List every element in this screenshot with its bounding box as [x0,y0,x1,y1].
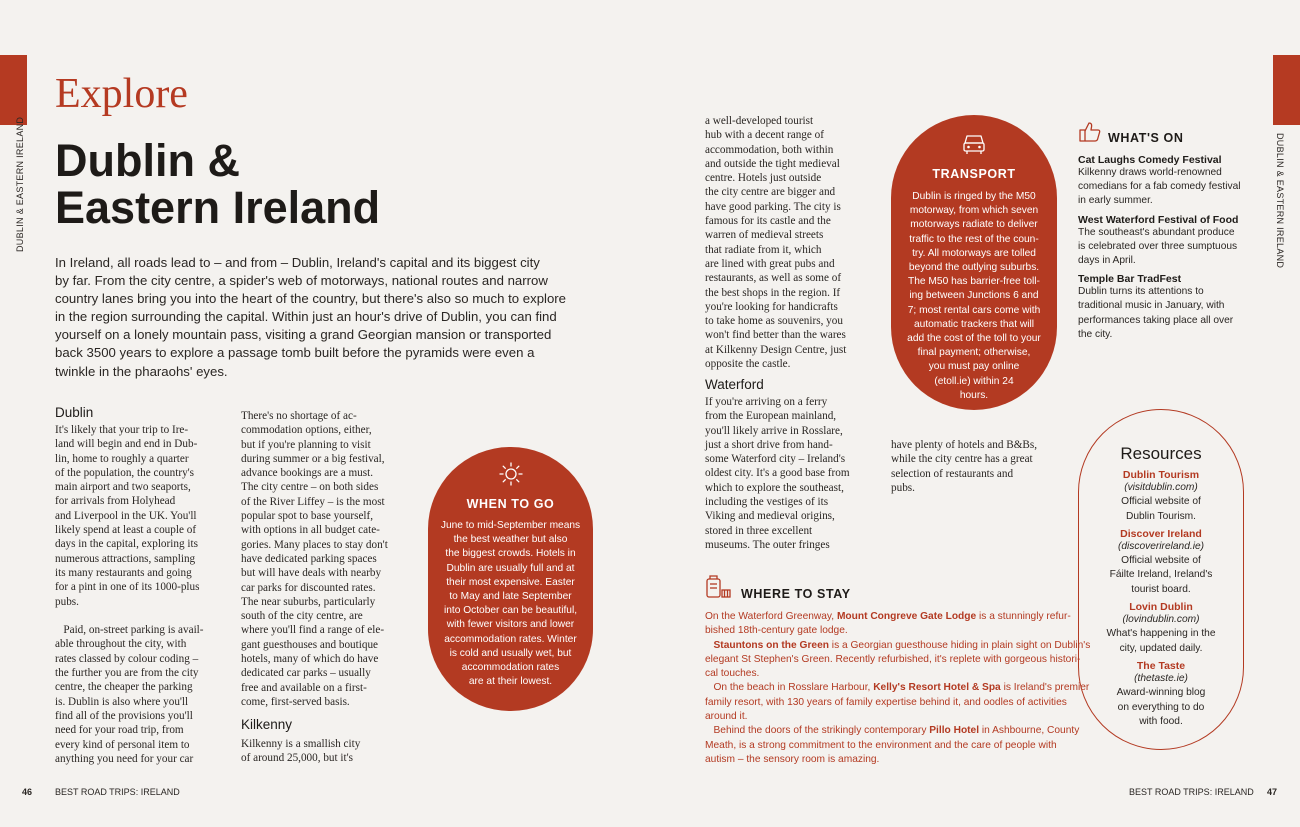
panel-line: accommodation rates. Winter [444,633,577,645]
body-line: at Kilkenny Design Centre, just [705,343,847,356]
panel-line: traffic to the rest of the coun- [909,233,1039,245]
panel-line: add the cost of the toll to your [907,333,1041,345]
stay-text: is a stunningly refur- [976,611,1071,622]
body-line: but if you're planning to visit [241,438,371,451]
stay-line [705,724,1080,738]
thumbs-up-icon [1078,120,1102,144]
whats-on-title: WHAT'S ON [1108,131,1184,145]
body-line: car parks for discounted rates. [241,581,376,594]
resources-list [1078,469,1244,729]
body-line: pubs. [55,595,79,608]
stay-line [705,610,1071,624]
panel-line: automatic trackers that will [913,318,1035,330]
transport-panel [891,115,1057,410]
stay-line [705,624,1065,638]
panel-line: beyond the outlying suburbs. [908,262,1040,274]
body-line: the best shops in the region. If [705,286,841,299]
stay-text: autism – the sensory room is amazing. [705,753,880,765]
panel-line: final payment; otherwise, [917,347,1031,359]
intro-line: twinkle in the pharaohs' eyes. [55,363,228,379]
resource-item [1078,601,1244,656]
stay-line [705,696,1065,710]
resource-description-line: tourist board. [1131,583,1191,595]
footer-title-left: BEST ROAD TRIPS: IRELAND [55,787,180,797]
body-line: while the city centre has a great [891,453,1033,466]
body-line: It's likely that your trip to Ire- [55,424,189,436]
body-line: rates classed by colour coding – [55,652,199,665]
body-line: that radiate from it, which [705,243,822,256]
sun-icon [498,461,524,487]
when-to-go-text [428,519,593,689]
body-line: There's no shortage of ac- [241,410,357,422]
body-line: museums. The outer fringes [705,538,830,551]
panel-line: 7; most rental cars come with [907,304,1041,316]
resource-description-line: Award-winning blog [1116,687,1206,699]
body-line: the further you are from the city [55,667,199,680]
event-description-line: traditional music in January, with [1078,300,1225,312]
page-title [55,137,380,231]
body-line: of the River Liffey – is the most [241,495,385,508]
stay-text: is Ireland's premier [1000,682,1090,694]
resource-description-line: What's happening in the [1106,628,1216,640]
body-line: numerous attractions, sampling [55,552,196,565]
where-to-stay-text [705,610,1091,767]
body-line: likely spend at least a couple of [55,524,197,537]
kilkenny-text [241,737,421,766]
resource-name: Lovin Dublin [1129,601,1193,614]
body-line: find all of the provisions you'll [55,709,193,722]
when-to-go-panel [428,447,593,711]
body-line: free and available on a first- [241,681,367,694]
hotel-name: Kelly's Resort Hotel & Spa [873,682,1001,694]
body-line: but will have deals with nearby [241,567,382,580]
body-line: have plenty of hotels and B&Bs, [891,439,1038,451]
panel-line: June to mid-September means [440,520,581,531]
body-line: of the population, the country's [55,466,195,479]
page-title-line-2: Eastern Ireland [55,182,381,233]
intro-line: In Ireland, all roads lead to – and from – Dublin, Ireland's capital and its biggest city [55,255,540,270]
page-number-right: 47 [1267,787,1278,797]
stay-line [705,681,1090,695]
waterford-text-continued [891,438,1071,495]
dublin-column-1 [55,423,235,766]
resource-description-line: Official website of [1121,496,1201,508]
panel-line: (etoll.ie) within 24 [934,375,1014,387]
stay-text: elegant St Stephen's Green. Recently refurbished, it's replete with gorgeous histori- [705,653,1081,665]
event-description-line: in early summer. [1078,195,1153,207]
panel-line: hours. [959,389,989,401]
panel-line: their most expensive. Easter [446,576,575,588]
stay-line [705,653,1081,667]
body-line: the city centre are bigger and [705,186,836,199]
intro-line: country lanes bring you into the heart of the country, but there's also so much to explore [55,291,567,307]
body-line: which to explore the southeast, [705,481,844,494]
panel-line: the best weather but also [453,534,568,546]
panel-line: with fewer visitors and lower [446,619,575,631]
right-edge-tab [1273,55,1300,125]
intro-line: back 3500 years to explore a passage tomb built before the pyramids were even a [55,345,535,361]
panel-line: the biggest crowds. Hotels in [445,548,576,560]
body-line: The city centre – on both sides [241,481,379,494]
stay-text: Meath, is a strong commitment to the environment and the care of people with [705,739,1057,751]
panel-line: accommodation rates [461,662,560,674]
event-description-line: comedians for a fab comedy festival [1078,181,1241,193]
resource-description-line: on everything to do [1117,701,1205,713]
body-line: centre, the cheaper the parking [55,681,193,694]
left-edge-tab [0,55,27,125]
body-line: from the European mainland, [705,410,837,423]
body-line: stored in three excellent [705,524,813,537]
stay-line [705,710,1065,724]
event-description-line: is celebrated over three sumptuous [1078,240,1238,252]
event-item [1078,273,1258,342]
body-line: south of the city centre, are [241,610,363,623]
intro-paragraph [55,254,615,381]
body-line: some Waterford city – Ireland's [705,453,846,466]
resource-description-line: Official website of [1121,555,1201,567]
body-line: including the vestiges of its [705,496,829,509]
footer-title-right: BEST ROAD TRIPS: IRELAND [1129,787,1254,797]
resource-description-line: with food. [1139,715,1183,727]
body-line: for a pint in one of its 1000-plus [55,581,200,594]
body-line: land will begin and end in Dub- [55,438,198,451]
body-line: The near suburbs, particularly [241,595,376,608]
body-line: advance bookings are a must. [241,467,374,480]
body-line: hub with a decent range of [705,129,824,142]
event-description-line: performances taking place all over [1078,314,1234,326]
body-line: during summer or a big festival, [241,452,385,465]
body-line: and outside the tight medieval [705,157,840,170]
panel-line: Dublin is ringed by the M50 [912,191,1036,202]
resources-content [1078,444,1244,733]
body-line: gant guesthouses and boutique [241,638,379,651]
body-line: a well-developed tourist [705,115,814,127]
resource-url: (discoverireland.ie) [1117,540,1205,552]
body-line: for arrivals from Holyhead [55,495,176,508]
body-line: hotels, many of which do have [241,653,379,666]
event-description-line: Kilkenny draws world-renowned [1078,167,1222,178]
body-line: its many restaurants and going [55,566,192,579]
body-line: dedicated car parks – usually [241,667,371,680]
hotel-name: Stauntons on the Green [713,639,829,651]
whats-on-events [1078,154,1258,347]
panel-line: into October can be beautiful, [443,605,578,617]
resource-name: The Taste [1136,659,1186,672]
hotel-name: Mount Congreve Gate Lodge [836,611,977,622]
stay-line [705,739,1065,753]
body-line: anything you need for your car [55,752,194,765]
body-line: selection of restaurants and [891,467,1014,480]
resource-url: (visitdublin.com) [1124,482,1198,493]
stay-text: in Ashbourne, County [979,725,1080,737]
body-line: opposite the castle. [705,358,791,371]
stay-text: is a Georgian guesthouse hiding in plain sight on Dublin's [828,639,1091,651]
body-line: you're looking for handicrafts [705,300,838,313]
body-line: have good parking. The city is [705,200,841,213]
body-line: are lined with great pubs and [705,257,835,270]
stay-text: cal touches. [705,668,760,680]
body-line: and Liverpool in the UK. You'll [55,509,197,522]
body-line: accommodation, both within [705,143,834,156]
stay-text: On the Waterford Greenway, [705,611,837,622]
event-item [1078,214,1258,269]
body-line: lin, home to roughly a quarter [55,452,189,465]
resource-url: (thetaste.ie) [1134,672,1188,684]
page-number-left: 46 [22,787,33,797]
body-line: days in the capital, exploring its [55,538,198,551]
body-line: main airport and two seaports, [55,481,191,494]
side-label-left: DUBLIN & EASTERN IRELAND [15,116,25,252]
resources-title: Resources [1120,444,1202,463]
hotel-name: Pillo Hotel [929,725,980,737]
body-line: gories. Many places to stay don't [241,538,388,551]
body-line: famous for its castle and the [705,215,831,228]
dublin-column-2 [241,409,421,709]
stay-text: bished 18th-century gate lodge. [705,625,848,637]
stay-line [705,753,1065,767]
resource-description-line: Fáilte Ireland, Ireland's [1109,569,1213,581]
body-line: need for your road trip, from [55,724,184,737]
transport-text [891,190,1057,403]
body-line: restaurants, as well as some of [705,272,842,285]
resource-description-line: city, updated daily. [1119,642,1203,654]
body-line [55,609,235,623]
resource-item [1078,660,1244,729]
stay-text: around it. [705,711,748,723]
side-label-right: DUBLIN & EASTERN IRELAND [1275,133,1285,269]
body-line: every kind of personal item to [55,738,190,751]
body-line: pubs. [891,481,915,494]
stay-text: Behind the doors of the strikingly contemporary [705,725,930,737]
stay-line [705,667,1065,681]
kilkenny-text-continued [705,114,885,371]
panel-line: try. All motorways are tolled [912,247,1036,259]
section-kicker: Explore [55,71,188,117]
body-line: have dedicated parking spaces [241,552,377,565]
body-line: Viking and medieval origins, [705,510,835,523]
waterford-text [705,395,885,552]
event-item [1078,154,1258,209]
waterford-heading: Waterford [705,377,764,392]
stay-text [705,640,714,651]
car-icon [961,133,987,157]
body-line: with options in all budget cate- [241,524,380,537]
body-line: centre. Hotels just outside [705,172,822,185]
body-line: won't find better than the wares [705,329,846,342]
panel-line: you must pay online [928,361,1020,373]
intro-line: by far. From the city centre, a spider's web of motorways, national routes and narrow [55,273,548,289]
hotel-icon [704,572,732,600]
body-line: able throughout the city, with [55,638,187,651]
intro-line: yourself on a lonely mountain pass, visiting a grand Georgian mansion or transported [55,327,552,343]
body-line: oldest city. It's a good base from [705,467,850,480]
panel-line: to May and late September [449,591,572,603]
body-line: come, first-served basis. [241,695,350,708]
event-name: West Waterford Festival of Food [1078,213,1239,226]
resource-url: (lovindublin.com) [1122,614,1200,626]
resource-name: Discover Ireland [1120,527,1202,540]
kilkenny-heading: Kilkenny [241,717,293,732]
body-line: If you're arriving on a ferry [705,396,828,408]
stay-line [705,639,1091,653]
dublin-heading: Dublin [55,405,94,420]
event-name: Cat Laughs Comedy Festival [1078,154,1222,166]
body-line: to take home as souvenirs, you [705,315,843,328]
body-line: where you'll find a range of ele- [241,624,385,637]
body-line: popular spot to base yourself, [241,510,374,523]
event-name: Temple Bar TradFest [1078,273,1182,286]
panel-line: are at their lowest. [468,676,553,688]
transport-title: TRANSPORT [932,167,1016,181]
panel-line: motorway, from which seven [909,205,1039,217]
panel-line: is cold and usually wet, but [449,647,572,659]
body-line: of around 25,000, but it's [241,752,354,765]
body-line: Kilkenny is a smallish city [241,738,361,750]
event-description-line: Dublin turns its attentions to [1078,286,1204,298]
panel-line: motorways radiate to deliver [910,219,1038,231]
intro-line: in the region surrounding the capital. Within just an hour's drive of Dublin, you can find [55,309,557,325]
page-title-line-1: Dublin & [55,135,240,186]
body-line: you'll likely arrive in Rosslare, [705,424,843,437]
when-to-go-title: WHEN TO GO [466,497,555,511]
body-line: commodation options, either, [241,424,372,437]
resource-name: Dublin Tourism [1122,469,1200,481]
body-line: warren of medieval streets [705,229,824,242]
body-line: just a short drive from hand- [705,438,833,451]
resource-description-line: Dublin Tourism. [1125,510,1197,522]
event-description-line: The southeast's abundant produce [1078,226,1235,238]
where-to-stay-title: WHERE TO STAY [741,587,851,601]
event-description-line: the city. [1078,328,1113,340]
stay-text: family resort, with 130 years of family expertise behind it, and oodles of activities [705,696,1067,708]
resource-item [1078,469,1244,524]
panel-line: Dublin are usually full and at [446,562,575,574]
body-line: is. Dublin is also where you'll [55,695,189,708]
panel-line: ing between Junctions 6 and [909,290,1039,302]
panel-line: The M50 has barrier-free toll- [908,276,1040,288]
body-line: Paid, on-street parking is avail- [55,624,204,637]
event-description-line: days in April. [1078,255,1136,267]
stay-text: On the beach in Rosslare Harbour, [705,682,874,694]
resource-item [1078,528,1244,597]
